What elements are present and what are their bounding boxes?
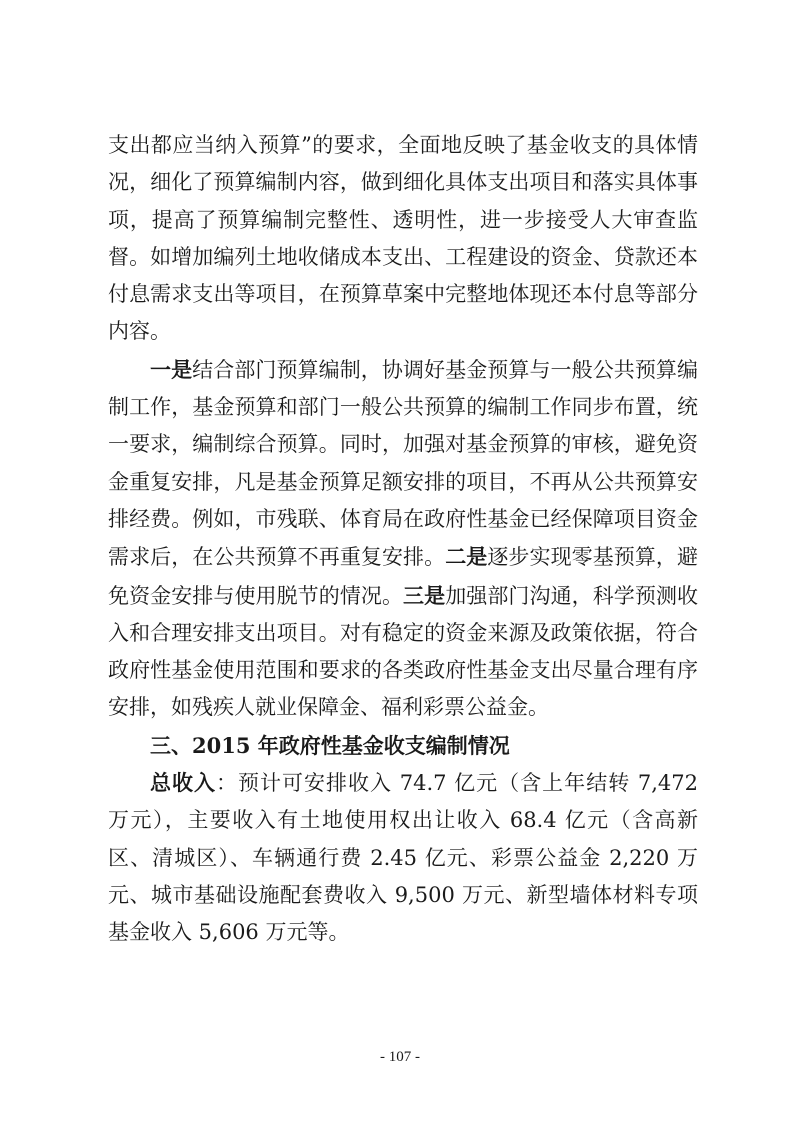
measure-two-text: 逐步实现零基预算，避免资金安排与使用脱节的情况。: [108, 545, 699, 608]
paragraph-budget-requirements: 支出都应当纳入预算”的要求，全面地反映了基金收支的具体情况，细化了预算编制内容，做到细化具体支出项目和落实具体事项，提高了预算编制完整性、透明性，进一步接受人大审查监督。如增加编列土地收储成本支出、工程建设的资金、贷款还本付息需求支出等项目，在预算草案中完整地体现还本付息等部分内容。: [108, 133, 698, 344]
total-revenue-lead: 总收入: [150, 770, 217, 796]
measure-three-lead: 三是: [403, 582, 446, 608]
measure-two-lead: 二是: [445, 544, 488, 570]
page-number: - 107 -: [380, 1049, 420, 1065]
measure-three-text: 加强部门沟通，科学预测收入和合理安排支出项目。对有稳定的资金来源及政策依据，符合政府性基金使用范围和要求的各类政府性基金支出尽量合理有序安排，如残疾人就业保障金、福利彩票公益金。: [108, 583, 699, 720]
section-heading: 三、2015 年政府性基金收支编制情况: [150, 732, 510, 758]
body-text: [108, 127, 698, 952]
total-revenue-text: ：预计可安排收入 74.7 亿元（含上年结转 7,472 万元），主要收入有土地使用权出让收入 68.4 亿元（含高新区、清城区）、车辆通行费 2.45 亿元、彩票公益金 2,220 万元、城市基础设施配套费收入 9,500 万元、新型墙体材料专项基金收入 5,606 万元等。: [108, 771, 698, 945]
measure-one-text: 结合部门预算编制，协调好基金预算与一般公共预算编制工作，基金预算和部门一般公共预算的编制工作同步布置，统一要求，编制综合预算。同时，加强对基金预算的审核，避免资金重复安排，凡是基金预算足额安排的项目，不再从公共预算安排经费。例如，市残联、体育局在政府性基金已经保障项目资金需求后，在公共预算不再重复安排。: [108, 357, 699, 570]
paragraph-total-revenue: [108, 764, 698, 951]
paragraph-measures: [108, 351, 698, 727]
measure-one-lead: 一是: [150, 356, 193, 382]
